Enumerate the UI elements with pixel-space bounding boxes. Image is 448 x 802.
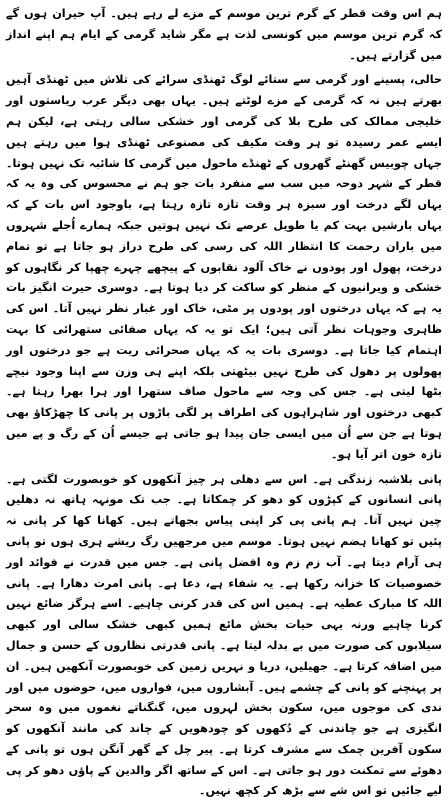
paragraph-qatar-climate: حالی، پسینے اور گرمی سے ستائے لوگ ٹھنڈی سرائے کی تلاش میں ٹھنڈی آہیں بھرتے ہیں نہ کہ گرمی کے مزے لوٹتے ہیں۔ یہاں بھی دیگر عرب ریاستوں اور خلیجی ممالک کی طرح بلا کی گرمی اور خشکی سالی رہتی ہے، لیکن ہم ایسے عمر رسیدہ تو ہر وقت مکیف کی مصنوعی ٹھنڈی ہوا میں رہتے ہیں جہاں چوبیس گھنٹے گھروں کے ٹھنڈے ماحول میں گرمی کا شائبہ تک نہیں ہوتا۔ قطر کے شہر دوحہ میں سب سے منفرد بات جو ہم نے محسوس کی وہ یہ کہ یہاں لگے درخت اور سبزہ ہر وقت تازہ تازہ رہتا ہے، باوجود اس بات کے کہ یہاں بارشیں بہت کم یا طویل عرصے تک نہیں ہوتیں جبکہ ہمارے اُجلے شہروں میں باران رحمت کا انتظار اللہ کی رسی کی طرح دراز ہو جاتا ہے تو تمام درخت، پھول اور پودوں نے خاک آلود نقابوں کے پیچھے چہرے چھپا کر نگاہوں کو خشکی و ویرانیوں کے منظر کو ساکت کر دیا ہوتا ہے۔ دوسری حیرت انگیز بات یہ ہے کہ یہاں درختوں اور پودوں پر مٹی، خاک اور غبار نظر نہیں آتا۔ اس کی ظاہری وجوہات نظر آتی ہیں؛ ایک تو یہ کہ یہاں صفائی ستھرائی کا بہت اہتمام کیا جاتا ہے۔ دوسری بات یہ کہ یہاں صحرائی ریت ہے جو درختوں اور پھولوں پر دھول کی طرح نہیں بیٹھتی بلکہ اپنے ہی وزن سے اپنا وجود نیچے بٹھا لیتی ہے۔ جس کی وجہ سے ماحول صاف ستھرا اور ہرا بھرا رہتا ہے۔ کبھی درختوں اور شاہراہوں کی اطراف پر لگی باڑوں پر پانی کا چھڑکاؤ بھی ہوتا ہے جن سے اُن میں ایسی جان پیدا ہو جاتی ہے جیسے اُن کے رگ و پے میں تازہ خون اتر آیا ہو۔ [6,73,442,461]
paragraph-intro: ہم اس وقت قطر کے گرم ترین موسم کے مزے لے رہے ہیں۔ آپ حیران ہوں گے کہ گرم ترین موسم میں کونسی لذت ہے مگر شاید گرمی کے ایام ہم اپنے انداز میں گزارتے ہیں۔ [6,7,442,62]
paragraph-water-life: پانی بلاشبہ زندگی ہے۔ اس سے دھلی ہر چیز آنکھوں کو خوبصورت لگتی ہے۔ پانی انسانوں کے کپڑوں کو دھو کر چمکاتا ہے۔ جب تک مونہہ ہاتھ نہ دھلیں چین نہیں آتا۔ ہم پانی پی کر اپنی پیاس بجھاتے ہیں۔ کھانا کھا کر پانی نہ پئیں تو کھانا ہضم نہیں ہوتا۔ موسم میں مرجھیں رگ ریشے ہری ہوں تو پانی ہی آرام دیتا ہے۔ آب زم زم وہ افضل پانی ہے۔ جس میں قدرت نے فوائد اور خصوصیات کا خزانہ رکھا ہے۔ یہ شفاء ہے، دعا ہے۔ پانی امرت دھارا ہے۔ پانی اللہ کا مبارک عطیہ ہے۔ ہمیں اس کی قدر کرنی چاہیے۔ اسے ہرگز ضائع نہیں کرنا چاہیے ورنہ یہی حیات بخش مائع ہمیں کبھی خشک سالی اور کبھی سیلابوں کی صورت میں بے بدلہ لیتا ہے۔ پانی قدرتی نظاروں کے حسن و جمال میں اضافہ کرتا ہے۔ جھیلیں، دریا و نہریں زمین کی خوبصورت آنکھیں ہیں۔ ان پر پہنچنے کو پانی کے چشمے ہیں۔ آبشاروں میں، فواروں میں، حوضوں میں اور ندی کی موجوں میں، سکون بخش لہروں میں، گنگناتے نغموں میں وہ سحر انگیزی ہے جو چاندنی کے دُکھوں کو چودھویں کے چاند کی مانند آنکھوں کو سکون آفرین چمک سے مشرف کرتا ہے۔ پیر چل کے گھر آنگن ہوں تو پانی کے دھوئے سے تمکنت دور ہو جاتی ہے۔ اس کے ساتھ اگر والدین کے پاؤں دھو کر پی لیے جائیں تو اس شے سے بڑھ کر کچھ نہیں۔ [6,472,442,798]
